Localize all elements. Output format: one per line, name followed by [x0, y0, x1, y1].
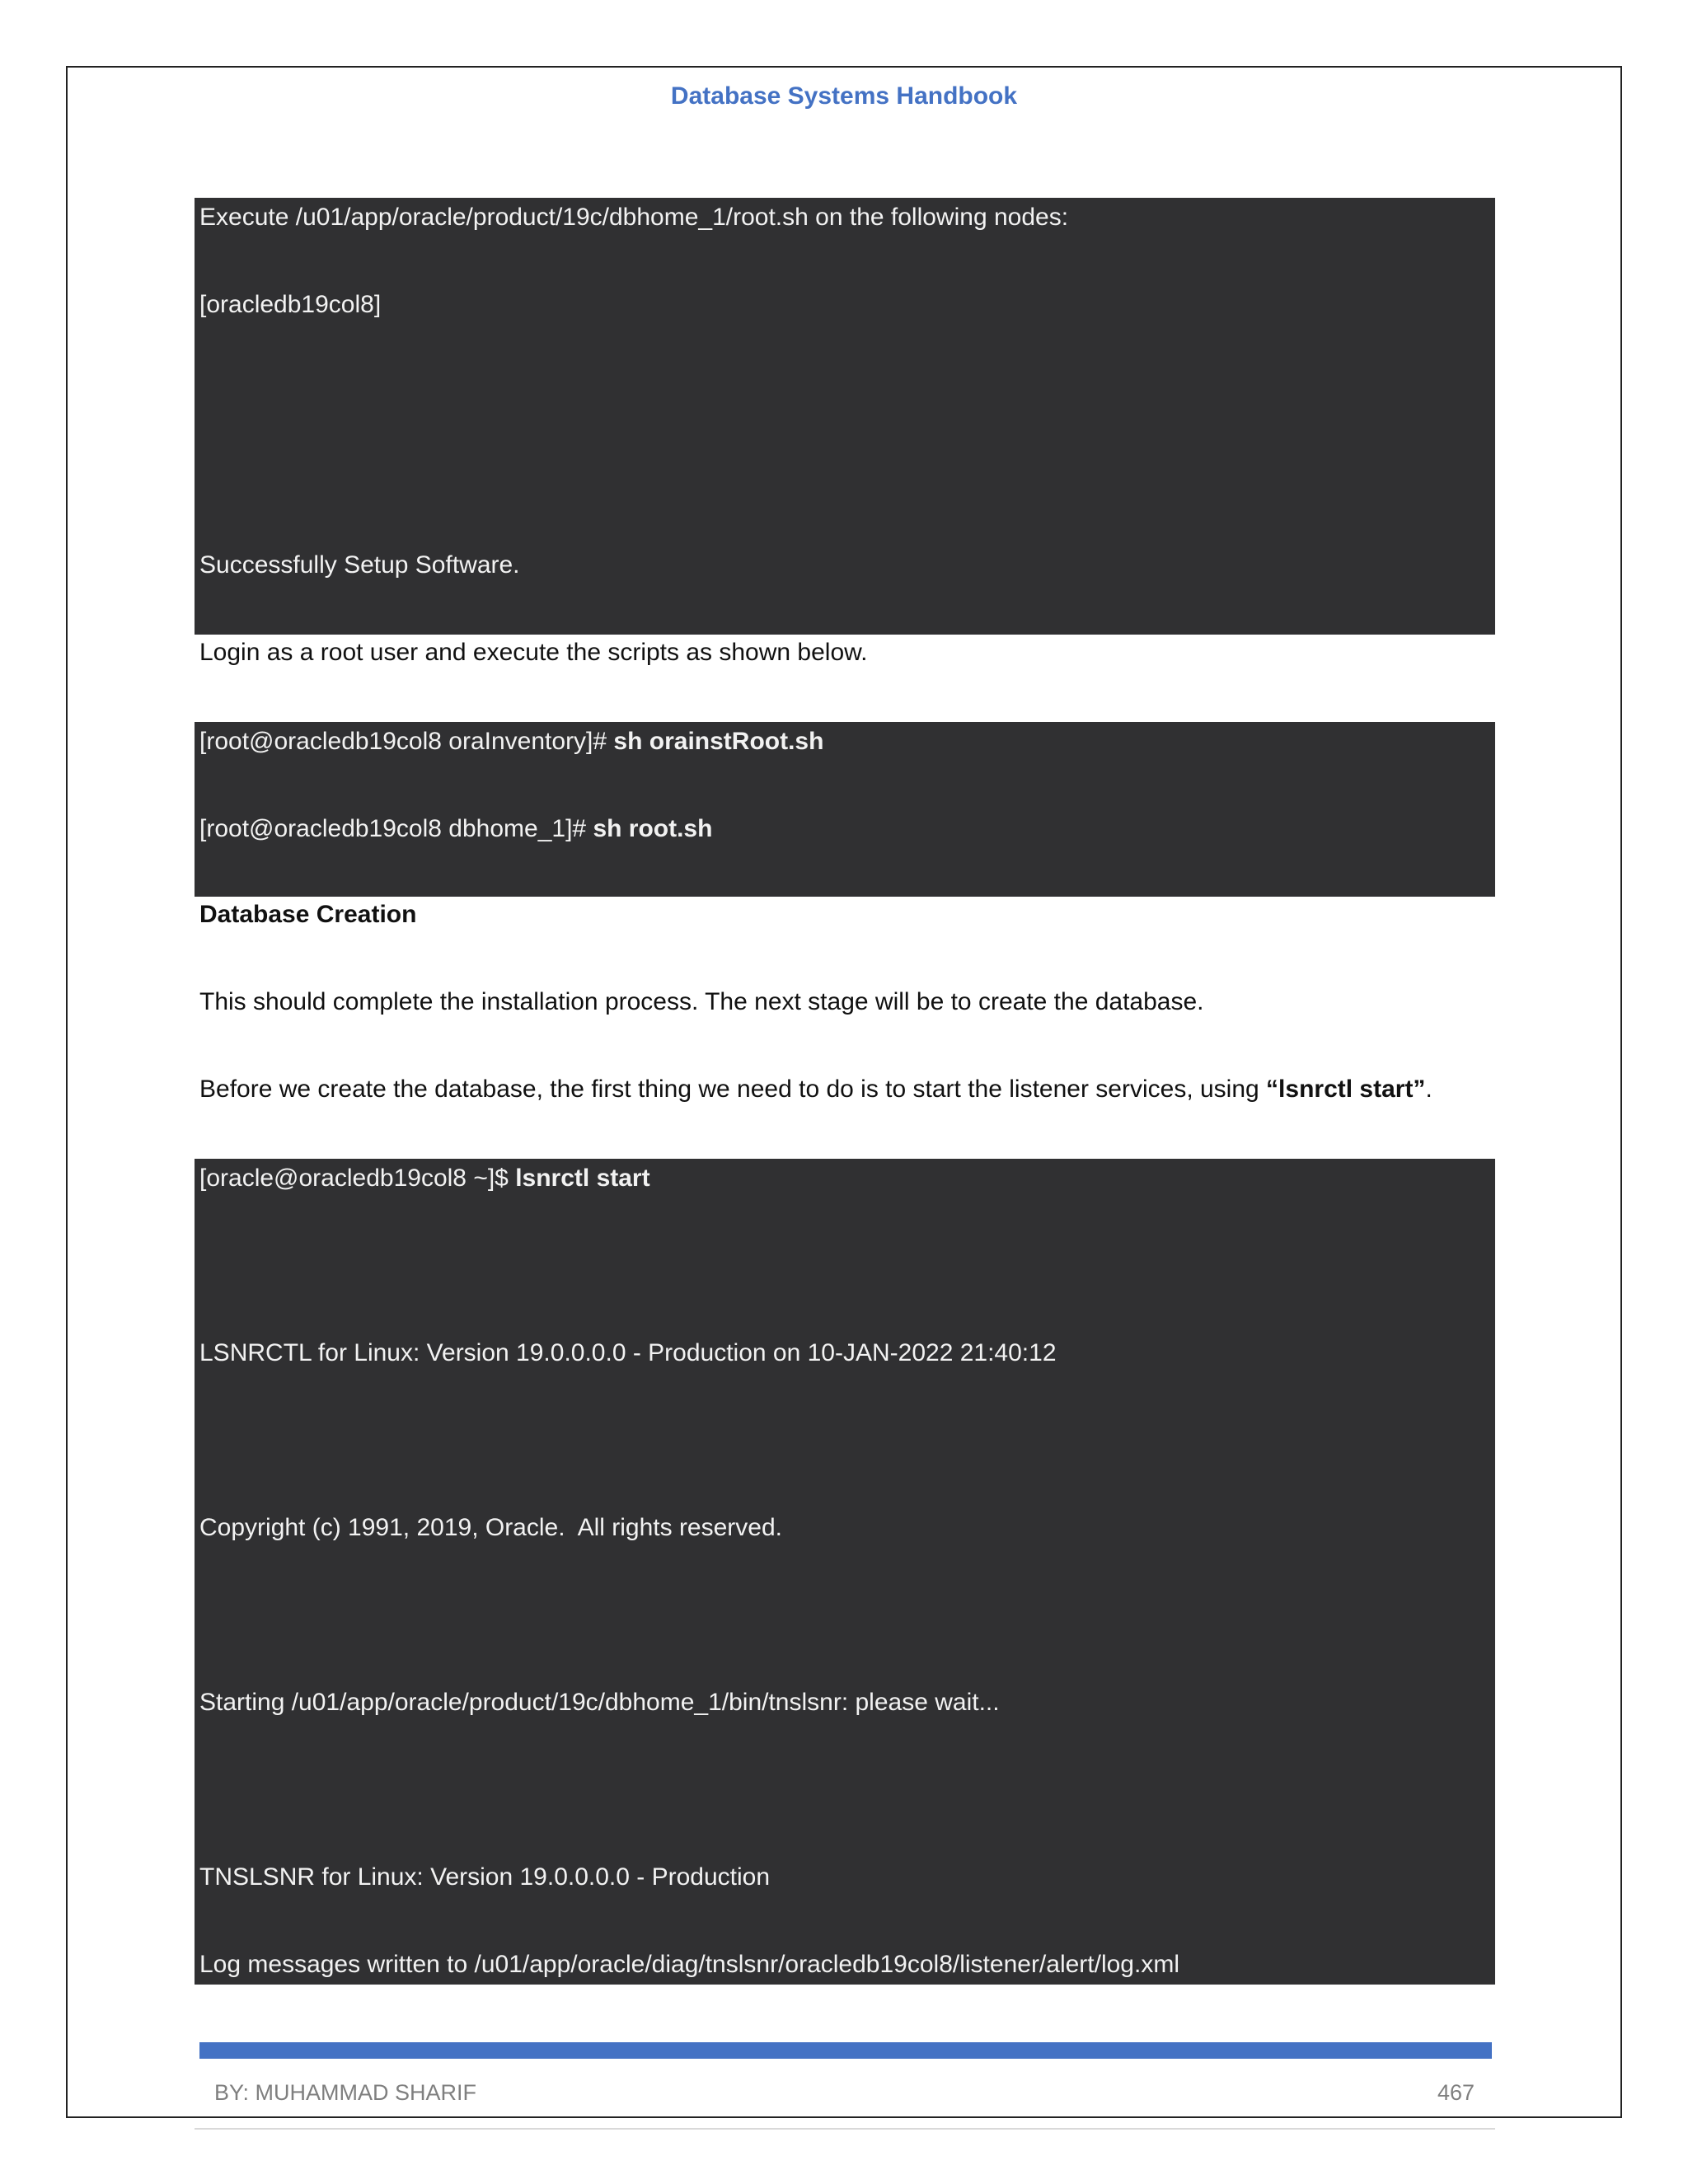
code-line: Log messages written to /u01/app/oracle/diag/tnslsnr/oracledb19col8/listener/alert/log.xml [199, 1951, 1179, 1978]
code-line [199, 1164, 650, 1193]
paragraph-complete: This should complete the installation process. The next stage will be to create the database. [199, 988, 1204, 1015]
code-block-root-sh [195, 198, 1495, 635]
paragraph-login: Login as a root user and execute the scripts as shown below. [199, 639, 868, 666]
code-line [199, 814, 712, 844]
footer-accent-bar [199, 2042, 1492, 2059]
command-text: sh orainstRoot.sh [613, 728, 824, 755]
code-line [199, 727, 823, 757]
footer-page-number: 467 [1437, 2080, 1475, 2105]
command-text: sh root.sh [593, 815, 713, 842]
code-line: Execute /u01/app/oracle/product/19c/dbhome_1/root.sh on the following nodes: [199, 204, 1069, 231]
code-line: LSNRCTL for Linux: Version 19.0.0.0.0 - Production on 10-JAN-2022 21:40:12 [199, 1339, 1057, 1366]
code-line: Copyright (c) 1991, 2019, Oracle. All rights reserved. [199, 1514, 782, 1541]
code-line: Successfully Setup Software. [199, 551, 520, 579]
paragraph-text: Before we create the database, the first thing we need to do is to start the listener services, using [199, 1076, 1267, 1103]
page-header-title: Database Systems Handbook [670, 82, 1018, 110]
section-heading: Database Creation [199, 901, 417, 928]
paragraph-before [199, 1075, 1432, 1104]
code-line: TNSLSNR for Linux: Version 19.0.0.0.0 - Production [199, 1863, 771, 1891]
prompt-text: [root@oracledb19col8 oraInventory]# [199, 728, 614, 755]
command-text: “lsnrctl start” [1266, 1076, 1426, 1103]
code-line: [oracledb19col8] [199, 291, 382, 318]
footer-divider [195, 2128, 1495, 2130]
prompt-text: [root@oracledb19col8 dbhome_1]# [199, 815, 593, 842]
code-block-root-scripts [195, 722, 1495, 897]
paragraph-suffix: . [1425, 1076, 1432, 1103]
footer-author: BY: MUHAMMAD SHARIF [214, 2080, 477, 2105]
prompt-text: [oracle@oracledb19col8 ~]$ [199, 1165, 516, 1192]
command-text: lsnrctl start [515, 1165, 650, 1192]
code-block-lsnrctl [195, 1159, 1495, 1985]
code-line: Starting /u01/app/oracle/product/19c/dbhome_1/bin/tnslsnr: please wait... [199, 1689, 1000, 1716]
